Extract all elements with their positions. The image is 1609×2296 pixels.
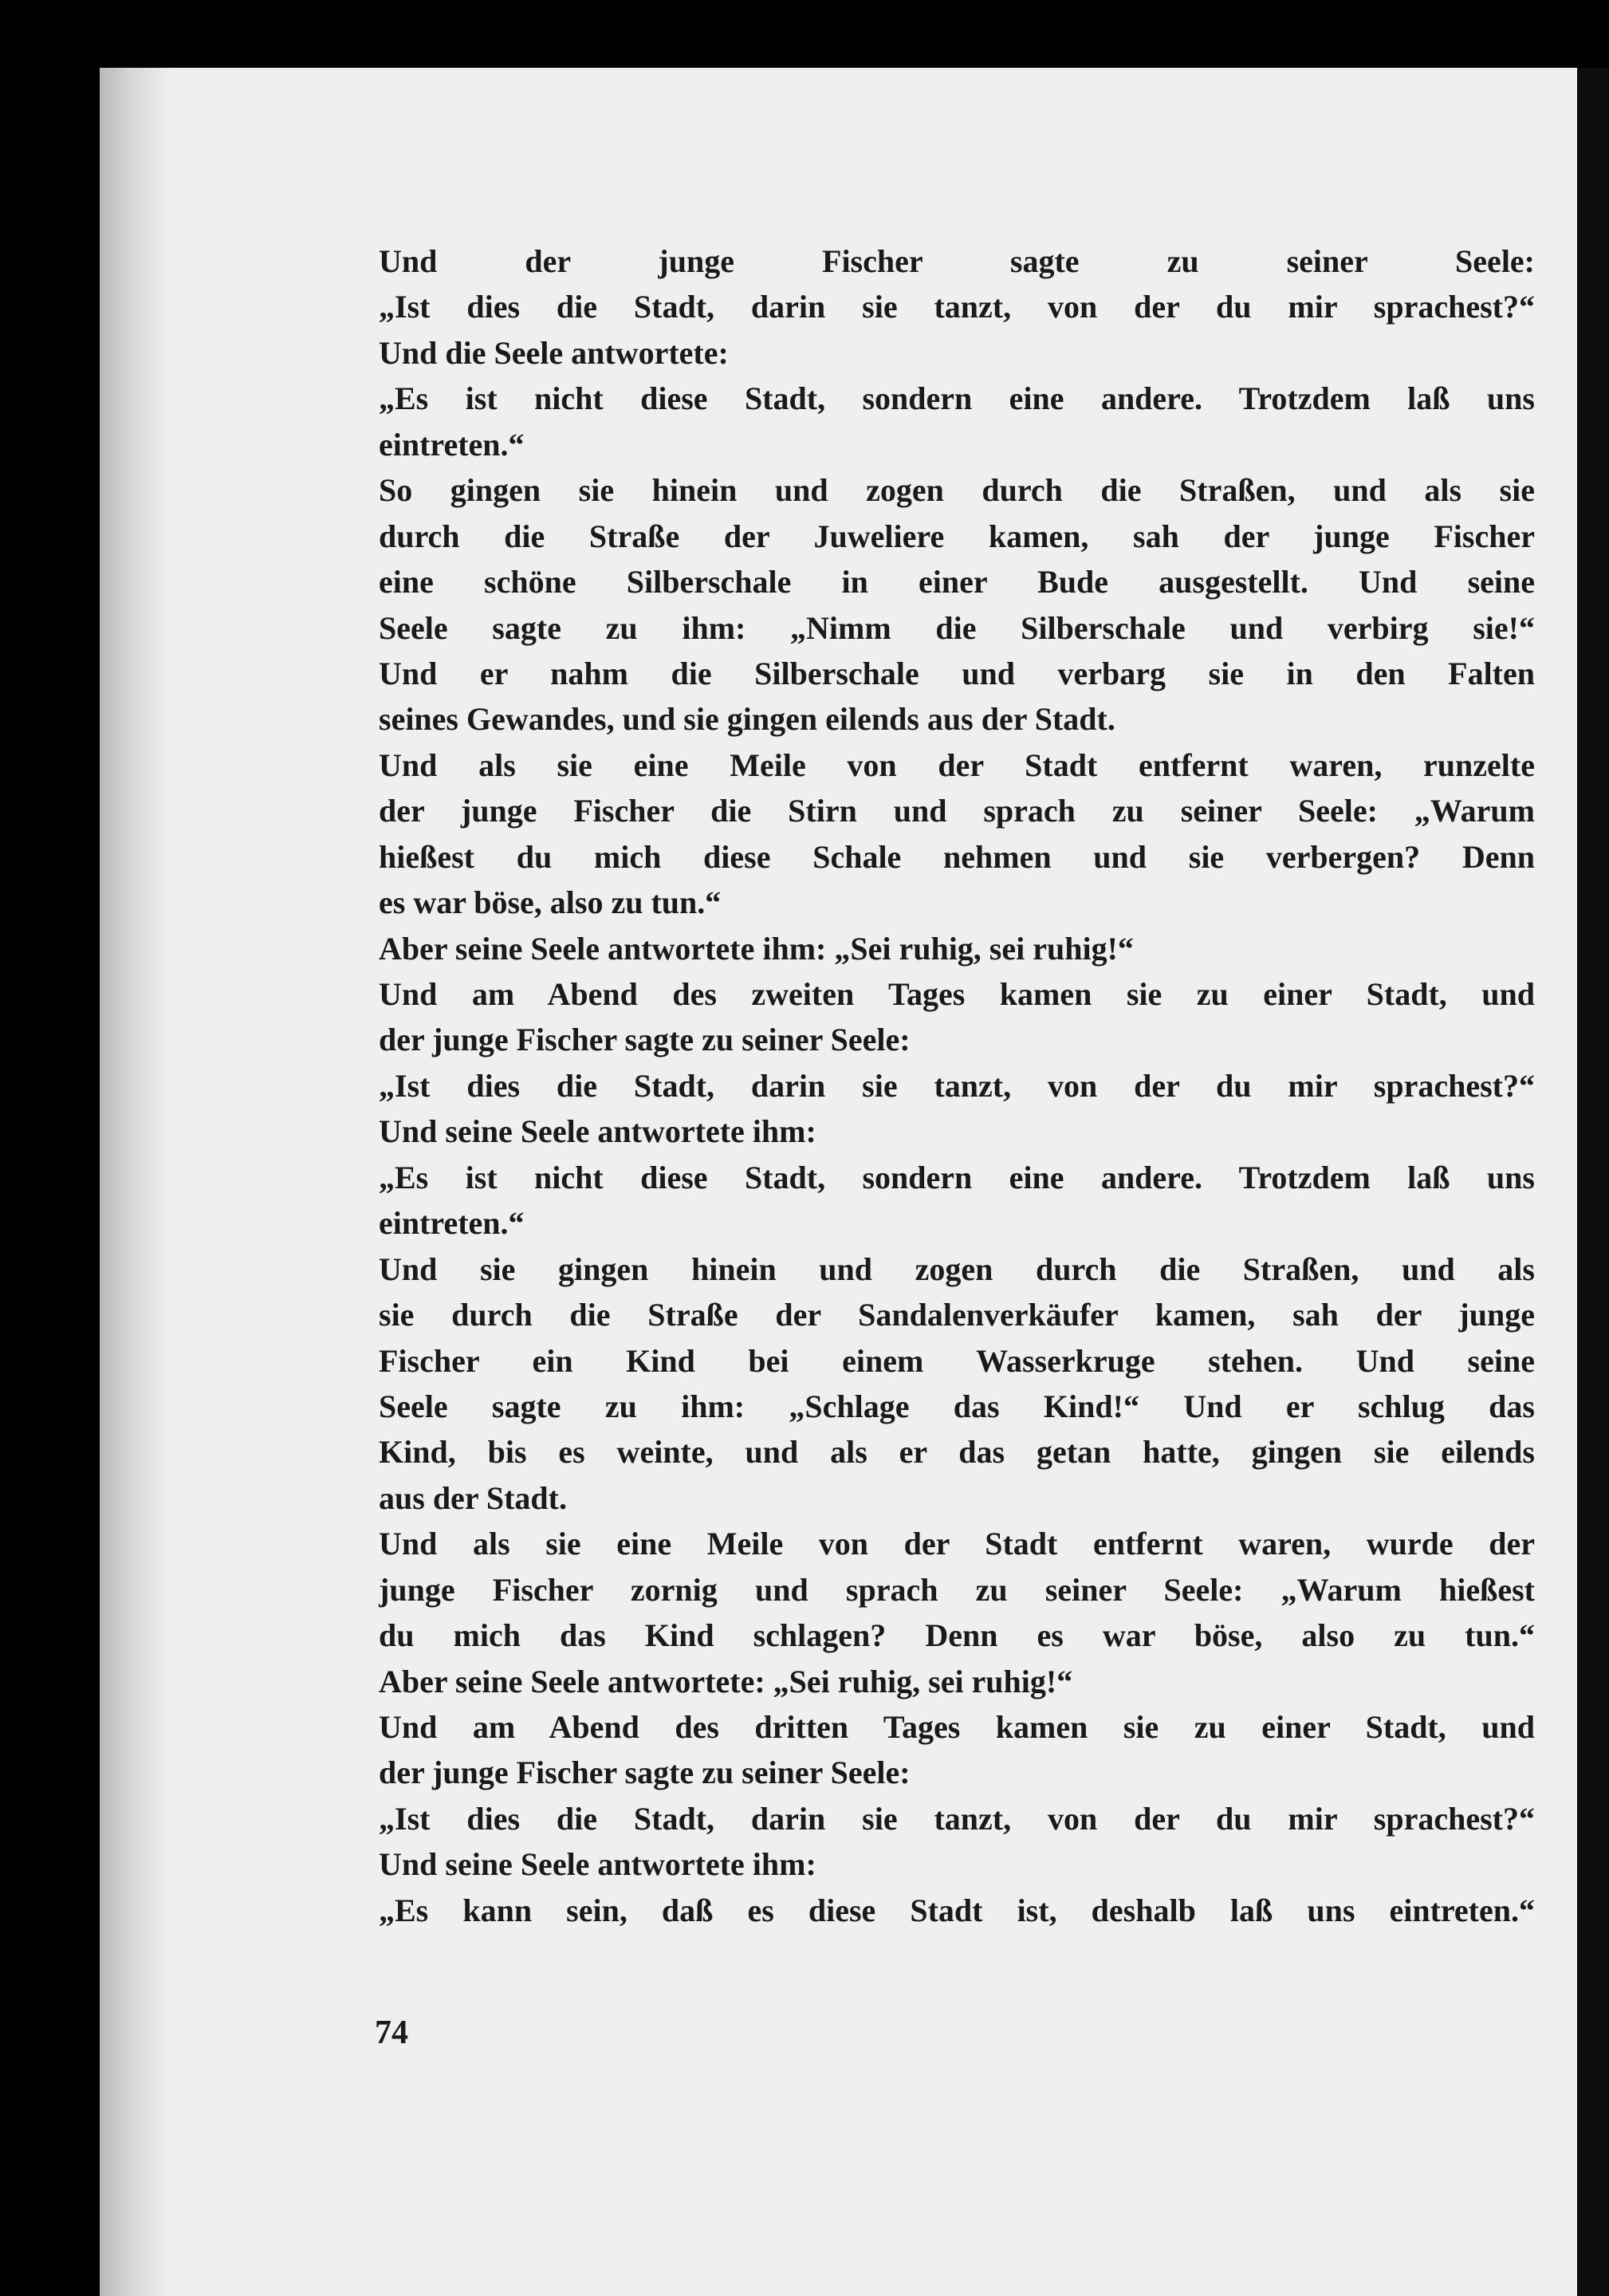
text-line: du mich das Kind schlagen? Denn es war böse, also zu tun.“ xyxy=(379,1617,1535,1654)
text-line: Und der junge Fischer sagte zu seiner Seele: xyxy=(379,243,1535,279)
text-line: Und als sie eine Meile von der Stadt entfernt waren, runzelte xyxy=(379,746,1535,783)
text-line: „Es ist nicht diese Stadt, sondern eine andere. Trotzdem laß uns xyxy=(379,1159,1535,1195)
text-line: Und seine Seele antwortete ihm: xyxy=(379,1113,816,1150)
text-line: es war böse, also zu tun.“ xyxy=(379,884,722,921)
text-line: So gingen sie hinein und zogen durch die Straßen, und als sie xyxy=(379,472,1535,509)
text-line: Fischer ein Kind bei einem Wasserkruge stehen. Und seine xyxy=(379,1342,1535,1379)
scan-edge xyxy=(1577,68,1609,2296)
text-line: der junge Fischer sagte zu seiner Seele: xyxy=(379,1754,911,1791)
text-line: sie durch die Straße der Sandalenverkäufer kamen, sah der junge xyxy=(379,1297,1535,1333)
text-line: eine schöne Silberschale in einer Bude ausgestellt. Und seine xyxy=(379,564,1535,601)
page-number: 74 xyxy=(375,2014,408,2051)
text-line: „Ist dies die Stadt, darin sie tanzt, von der du mir sprachest?“ xyxy=(379,1067,1535,1104)
text-line: Seele sagte zu ihm: „Schlage das Kind!“ Und er schlug das xyxy=(379,1388,1535,1424)
text-line: Und die Seele antwortete: xyxy=(379,334,729,371)
text-line: aus der Stadt. xyxy=(379,1479,567,1516)
text-line: Kind, bis es weinte, und als er das getan hatte, gingen sie eilends xyxy=(379,1434,1535,1471)
text-line: Aber seine Seele antwortete ihm: „Sei ruhig, sei ruhig!“ xyxy=(379,930,1134,967)
text-line: „Ist dies die Stadt, darin sie tanzt, von der du mir sprachest?“ xyxy=(379,289,1535,325)
book-page xyxy=(100,68,1581,2296)
text-line: Und als sie eine Meile von der Stadt entfernt waren, wurde der xyxy=(379,1526,1535,1562)
page-text xyxy=(379,238,1535,1933)
text-line: hießest du mich diese Schale nehmen und sie verbergen? Denn xyxy=(379,838,1535,875)
text-line: Seele sagte zu ihm: „Nimm die Silberschale und verbirg sie!“ xyxy=(379,609,1535,646)
text-line: eintreten.“ xyxy=(379,426,525,463)
text-line: seines Gewandes, und sie gingen eilends aus der Stadt. xyxy=(379,701,1115,738)
text-line: junge Fischer zornig und sprach zu seiner Seele: „Warum hießest xyxy=(379,1571,1535,1608)
text-line: „Ist dies die Stadt, darin sie tanzt, von der du mir sprachest?“ xyxy=(379,1800,1535,1837)
text-line: der junge Fischer sagte zu seiner Seele: xyxy=(379,1022,911,1058)
text-line: Und er nahm die Silberschale und verbarg sie in den Falten xyxy=(379,655,1535,691)
text-line: eintreten.“ xyxy=(379,1205,525,1242)
text-line: Und seine Seele antwortete ihm: xyxy=(379,1846,816,1883)
text-line: Aber seine Seele antwortete: „Sei ruhig, sei ruhig!“ xyxy=(379,1663,1073,1699)
text-line: Und am Abend des zweiten Tages kamen sie zu einer Stadt, und xyxy=(379,976,1535,1012)
text-line: Und am Abend des dritten Tages kamen sie zu einer Stadt, und xyxy=(379,1709,1535,1745)
text-line: „Es kann sein, daß es diese Stadt ist, deshalb laß uns eintreten.“ xyxy=(379,1892,1535,1928)
text-line: der junge Fischer die Stirn und sprach zu seiner Seele: „Warum xyxy=(379,793,1535,829)
text-line: durch die Straße der Juweliere kamen, sah der junge Fischer xyxy=(379,518,1535,554)
text-line: „Es ist nicht diese Stadt, sondern eine andere. Trotzdem laß uns xyxy=(379,380,1535,417)
text-line: Und sie gingen hinein und zogen durch die Straßen, und als xyxy=(379,1250,1535,1287)
